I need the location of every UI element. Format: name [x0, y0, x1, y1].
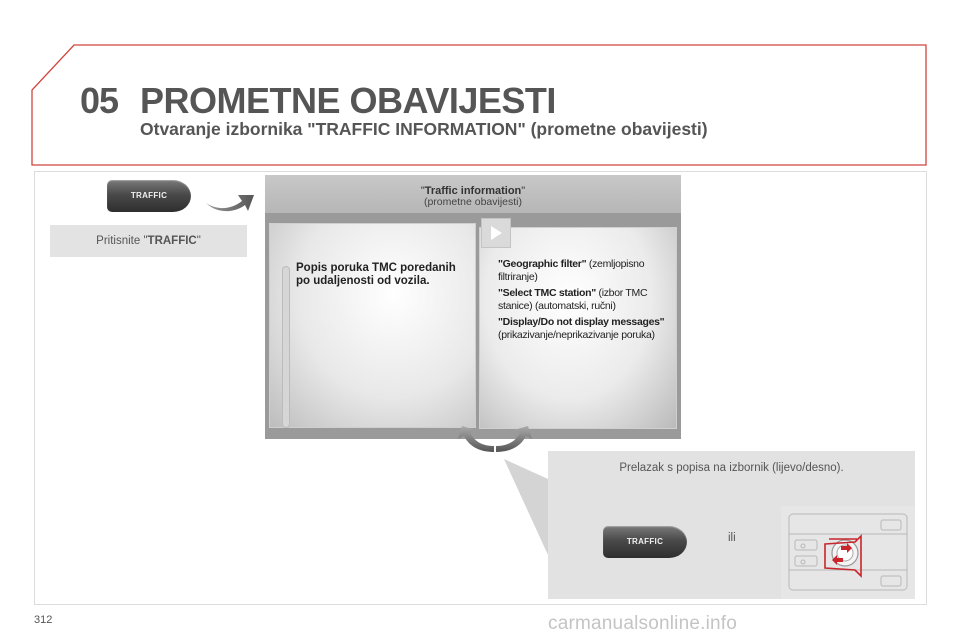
right-arrow-tab[interactable] [481, 218, 511, 248]
screen-title: Traffic information [424, 185, 522, 197]
message-list-text: Popis poruka TMC poredanih po udaljenosti od vozila. [296, 262, 456, 287]
traffic-button[interactable]: TRAFFIC [107, 180, 191, 212]
message-list-pane[interactable] [269, 223, 476, 428]
curved-arrow-icon [202, 183, 258, 213]
chapter-number: 05 [80, 80, 119, 121]
title-open-quote: " [420, 185, 425, 197]
chapter-subtitle: Otvaranje izbornika "TRAFFIC INFORMATION" (prometne obavijesti) [140, 119, 708, 139]
menu-item-desc: (prikazivanje/neprikazivanje poruka) [498, 328, 655, 341]
watermark-text: carmanualsonline.info [548, 613, 738, 634]
press-key: TRAFFIC [147, 235, 197, 247]
title-close-quote: " [521, 185, 526, 197]
chapter-title: PROMETNE OBAVIJESTI [140, 80, 556, 121]
press-prefix: Pritisnite " [96, 235, 148, 247]
or-text: ili [728, 532, 736, 544]
menu-item-desc: (izbor TMC stanice) (automatski, ručni) [498, 287, 648, 312]
menu-pane[interactable] [479, 227, 677, 429]
screen-title-bar [265, 175, 681, 213]
menu-item[interactable] [498, 287, 676, 312]
page-number: 312 [34, 614, 53, 626]
display-screen [265, 175, 681, 439]
menu-item-label: "Geographic filter" [498, 258, 587, 270]
menu-item-label: "Display/Do not display messages" [498, 316, 665, 328]
menu-item-desc: (zemljopisno filtriranje) [498, 258, 645, 283]
press-suffix: " [196, 235, 201, 247]
control-panel-illustration [781, 506, 915, 599]
press-traffic-caption [50, 225, 247, 257]
play-right-icon [491, 226, 502, 240]
swap-arrows-icon [452, 420, 538, 456]
explanation-text: Prelazak s popisa na izbornik (lijevo/desno). [619, 462, 844, 474]
explanation-box [548, 451, 915, 599]
menu-item-label: "Select TMC station" [498, 287, 596, 299]
menu-item[interactable] [498, 258, 676, 283]
traffic-button-alt[interactable]: TRAFFIC [603, 526, 687, 558]
menu-item[interactable] [498, 316, 676, 341]
scrollbar[interactable] [282, 266, 290, 428]
menu-list [498, 258, 676, 345]
screen-subtitle: (prometne obavijesti) [423, 196, 523, 208]
